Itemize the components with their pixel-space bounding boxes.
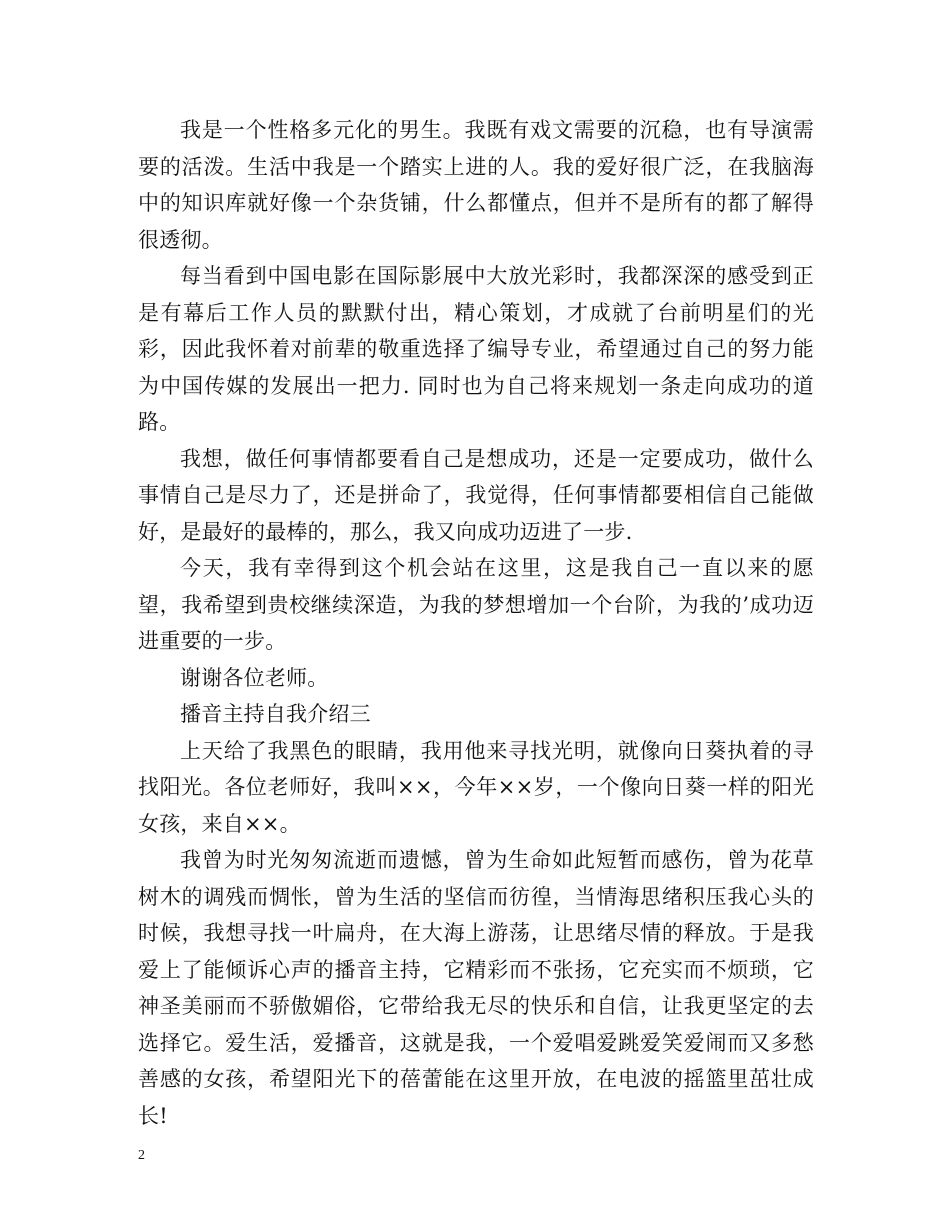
paragraph-5: 上天给了我黑色的眼睛，我用他来寻找光明，就像向日葵执着的寻找阳光。各位老师好，我叫××，今年××岁，一个像向日葵一样的阳光女孩，来自××。 — [138, 738, 814, 836]
document-body — [138, 112, 814, 1134]
paragraph-2: 每当看到中国电影在国际影展中大放光彩时，我都深深的感受到正是有幕后工作人员的默默付出，精心策划，才成就了台前明星们的光彩，因此我怀着对前辈的敬重选择了编导专业，希望通过自己的努力能为中国传媒的发展出一把力. 同时也为自己将来规划一条走向成功的道路。 — [138, 264, 814, 434]
paragraph-1: 我是一个性格多元化的男生。我既有戏文需要的沉稳，也有导演需要的活泼。生活中我是一个踏实上进的人。我的爱好很广泛，在我脑海中的知识库就好像一个杂货铺，什么都懂点，但并不是所有的都了解得很透彻。 — [138, 118, 814, 252]
paragraph-4: 今天，我有幸得到这个机会站在这里，这是我自己一直以来的愿望，我希望到贵校继续深造，为我的梦想增加一个台阶，为我的’成功迈进重要的一步。 — [138, 556, 814, 653]
section-heading: 播音主持自我介绍三 — [180, 702, 371, 726]
paragraph-6: 我曾为时光匆匆流逝而遗憾，曾为生命如此短暂而感伤，曾为花草树木的调残而惆怅，曾为生活的坚信而彷徨，当情海思绪积压我心头的时候，我想寻找一叶扁舟，在大海上游荡，让思绪尽情的释放。于是我爱上了能倾诉心声的播音主持，它精彩而不张扬，它充实而不烦琐，它神圣美丽而不骄傲媚俗，它带给我无尽的快乐和自信，让我更坚定的去选择它。爱生活，爱播音，这就是我，一个爱唱爱跳爱笑爱闹而又多愁善感的女孩，希望阳光下的蓓蕾能在这里开放，在电波的摇篮里茁壮成长! — [138, 848, 814, 1128]
page-number: 2 — [138, 1148, 145, 1163]
paragraph-thanks: 谢谢各位老师。 — [180, 665, 329, 690]
paragraph-3: 我想，做任何事情都要看自己是想成功，还是一定要成功，做什么事情自己是尽力了，还是拼命了，我觉得，任何事情都要相信自己能做好，是最好的最棒的，那么，我又向成功迈进了一步. — [138, 446, 814, 544]
